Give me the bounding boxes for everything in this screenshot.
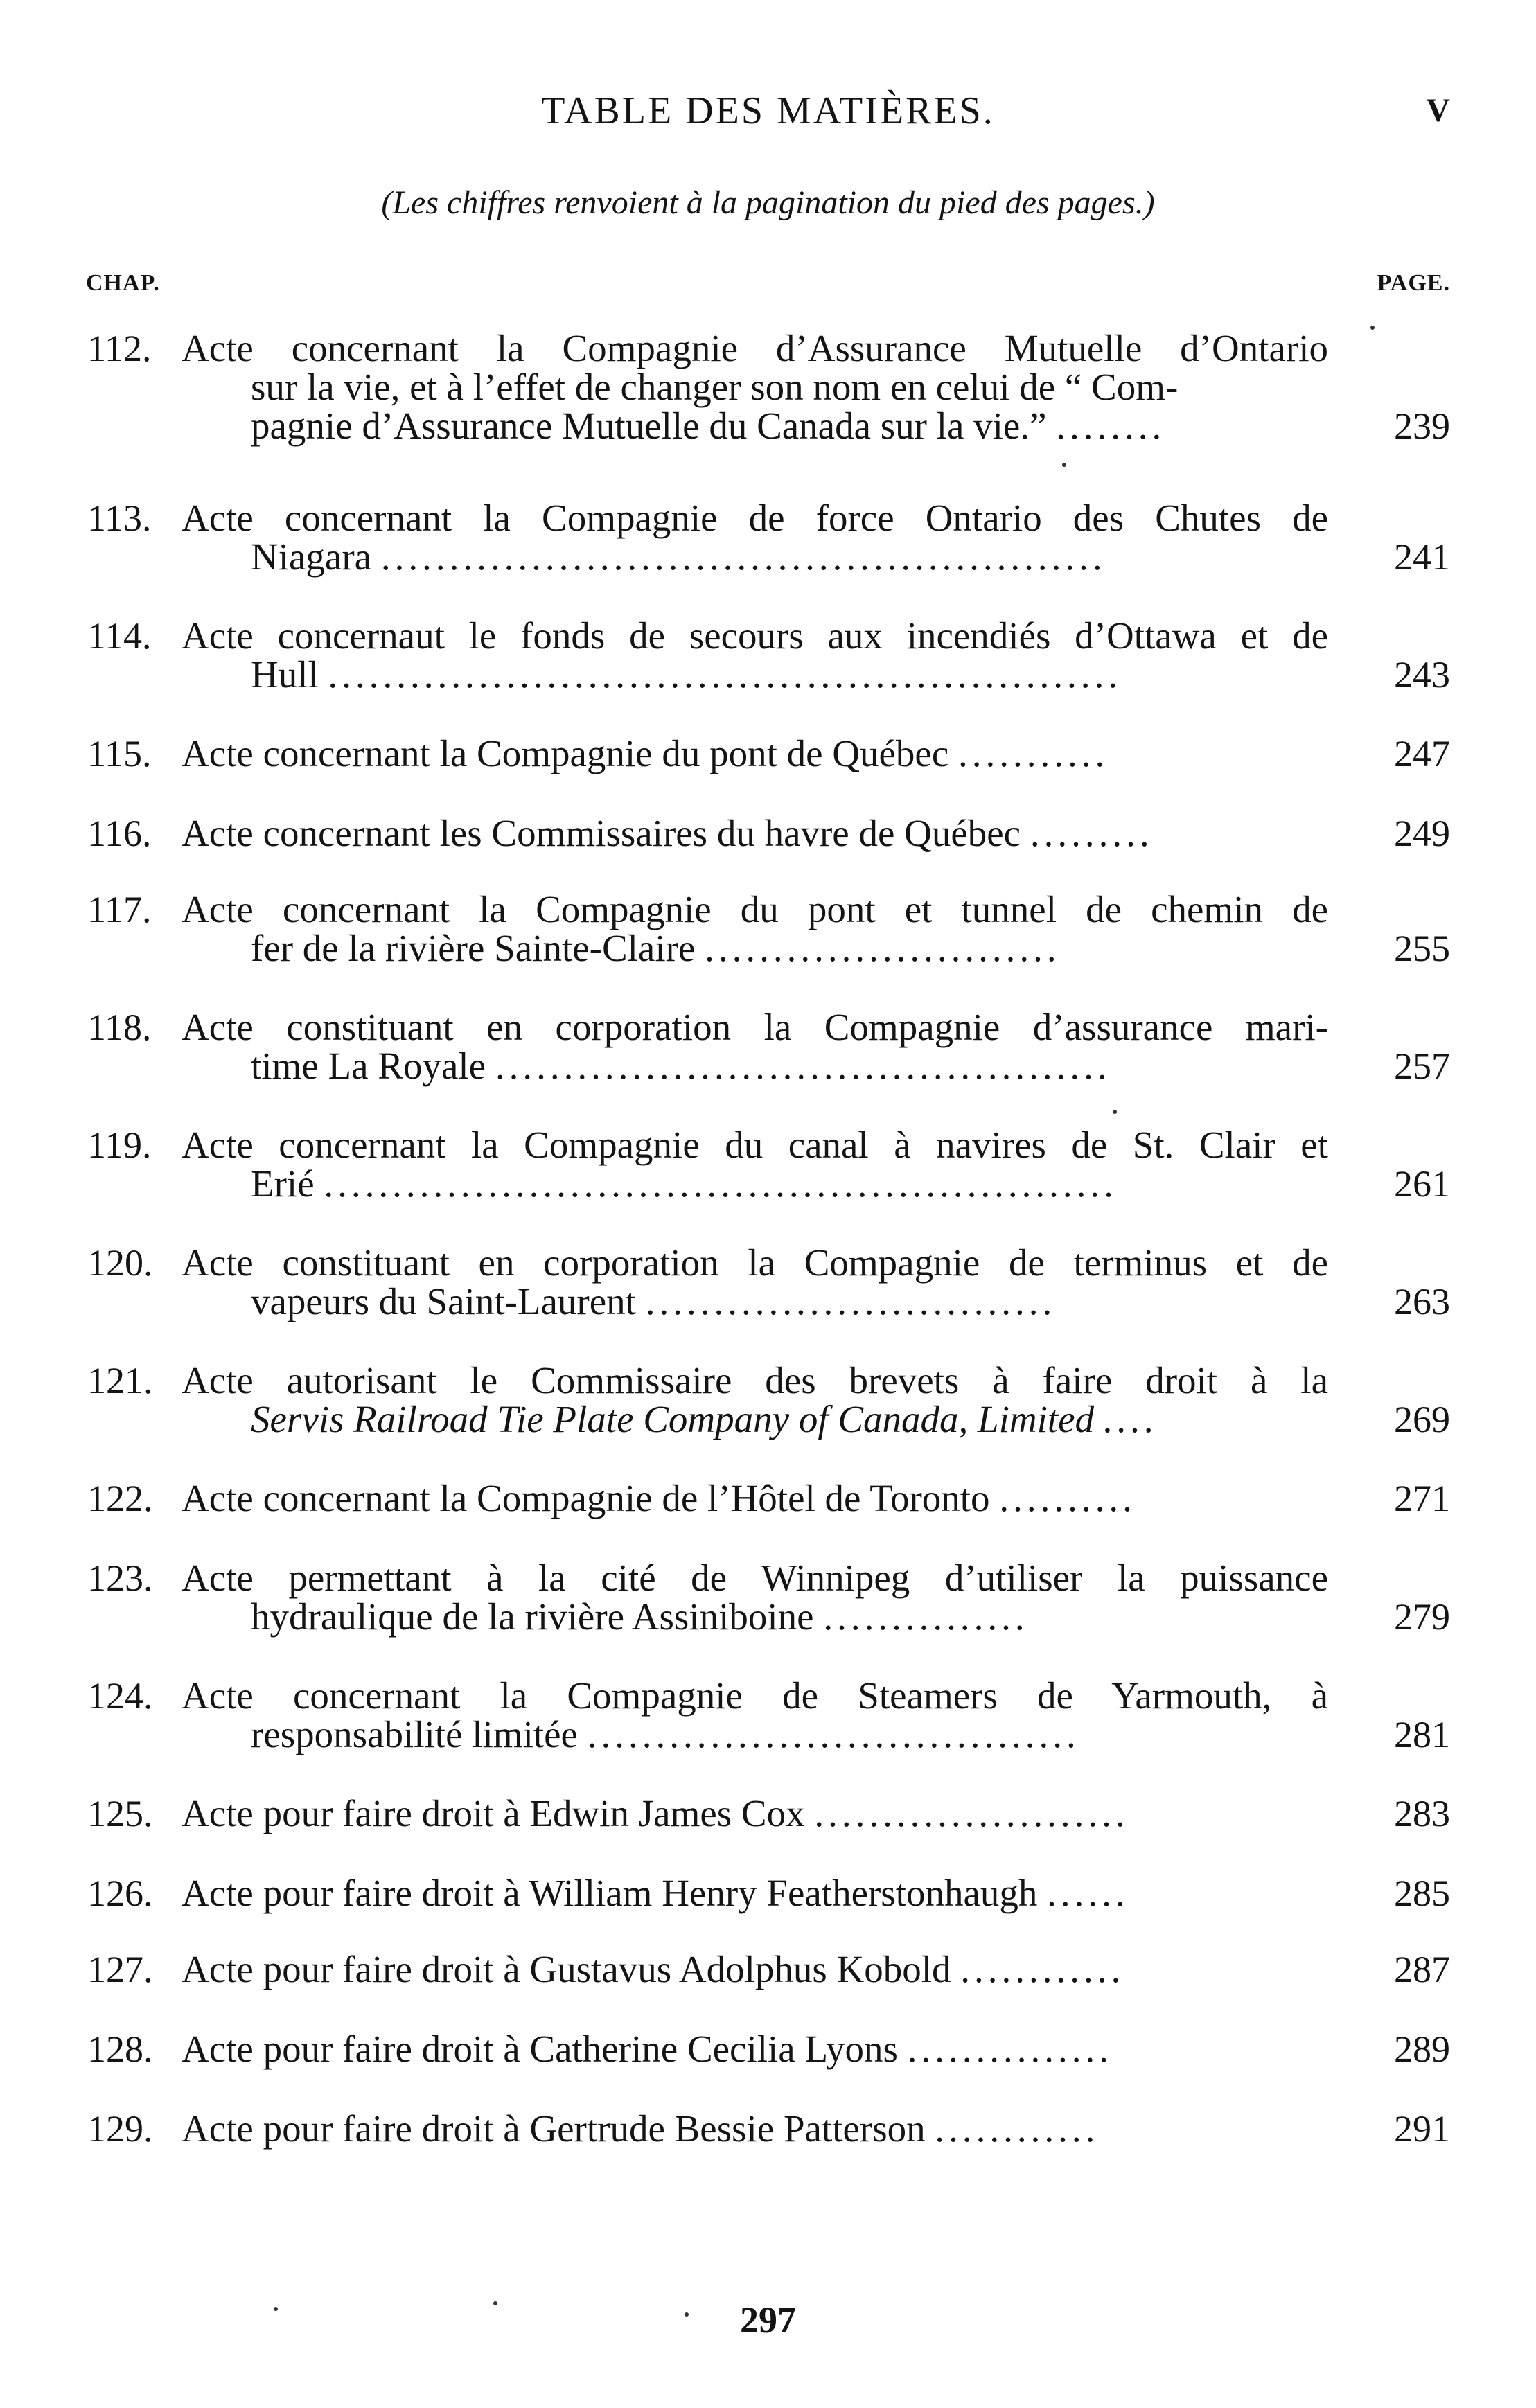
print-speck bbox=[1370, 326, 1375, 330]
entry-title bbox=[182, 499, 1328, 576]
print-speck bbox=[685, 2312, 689, 2317]
entry-title bbox=[182, 1676, 1328, 1754]
dot-leader: ......... bbox=[1030, 812, 1154, 854]
entry-title bbox=[182, 1008, 1328, 1086]
pagination-note: (Les chiffres renvoient à la pagination du pied des pages.) bbox=[381, 184, 1155, 221]
print-speck bbox=[493, 2301, 497, 2305]
entry-title bbox=[182, 329, 1328, 445]
dot-leader: ..................................................... bbox=[380, 535, 1106, 578]
page-reference: 247 bbox=[1394, 733, 1450, 774]
entry-title-line: Acte concernant la Compagnie de l’Hôtel de Toronto .......... bbox=[182, 1477, 1136, 1519]
entry-title bbox=[182, 814, 1328, 853]
entry-title-line: Acte concernant la Compagnie de Steamers de Yarmouth, à bbox=[182, 1674, 1328, 1717]
print-speck bbox=[1113, 1110, 1117, 1114]
dot-leader: .......................................................... bbox=[324, 1162, 1118, 1205]
chapter-number: 121. bbox=[87, 1360, 153, 1401]
entry-title-line: Acte constituant en corporation la Compagnie de terminus et de bbox=[182, 1241, 1328, 1284]
chapter-number: 119. bbox=[87, 1124, 152, 1166]
print-speck bbox=[1062, 463, 1066, 467]
roman-page-number: V bbox=[1426, 92, 1450, 129]
dot-leader: ........... bbox=[957, 732, 1109, 774]
entry-title-line: Acte pour faire droit à Gertrude Bessie Patterson ............ bbox=[182, 2107, 1100, 2150]
dot-leader: ........ bbox=[1056, 405, 1166, 447]
entry-title bbox=[182, 1950, 1328, 1989]
entry-title-line: pagnie d’Assurance Mutuelle du Canada sur la vie.” ........ bbox=[251, 405, 1166, 447]
column-header-page: PAGE. bbox=[1377, 270, 1450, 296]
entry-title-line: Acte pour faire droit à William Henry Featherstonhaugh ...... bbox=[182, 1872, 1129, 1914]
entry-title-line: Erié .......................................................... bbox=[251, 1162, 1118, 1205]
entry-title-line: Niagara ..................................................... bbox=[251, 535, 1106, 578]
entry-title-line: Acte pour faire droit à Edwin James Cox ....................... bbox=[182, 1792, 1129, 1834]
page-title: TABLE DES MATIÈRES. bbox=[541, 89, 995, 132]
entry-title-line: responsabilité limitée .................................... bbox=[251, 1713, 1080, 1755]
entry-title-line: fer de la rivière Sainte-Claire .......................... bbox=[251, 927, 1061, 969]
page-reference: 283 bbox=[1394, 1793, 1450, 1834]
dot-leader: ............... bbox=[823, 1595, 1029, 1638]
entry-title-line: Hull .......................................................... bbox=[251, 653, 1122, 696]
page-reference: 279 bbox=[1394, 1596, 1450, 1638]
page-reference: 263 bbox=[1394, 1281, 1450, 1322]
chapter-number: 120. bbox=[87, 1242, 153, 1284]
dot-leader: ....................... bbox=[814, 1792, 1129, 1834]
page-reference: 255 bbox=[1394, 928, 1450, 969]
dot-leader: ............... bbox=[907, 2028, 1113, 2070]
page-reference: 241 bbox=[1394, 536, 1450, 578]
chapter-number: 113. bbox=[87, 497, 152, 539]
entry-title-line: Acte pour faire droit à Catherine Cecilia Lyons ............... bbox=[182, 2028, 1113, 2070]
page-reference: 287 bbox=[1394, 1949, 1450, 1990]
entry-title-line: Acte constituant en corporation la Compagnie d’assurance mari- bbox=[182, 1006, 1328, 1048]
dot-leader: .......... bbox=[999, 1477, 1136, 1519]
chapter-number: 123. bbox=[87, 1557, 153, 1599]
chapter-number: 128. bbox=[87, 2028, 153, 2070]
entry-title bbox=[182, 1361, 1328, 1439]
chapter-number: 117. bbox=[87, 889, 152, 930]
chapter-number: 129. bbox=[87, 2108, 153, 2150]
chapter-number: 122. bbox=[87, 1478, 153, 1519]
dot-leader: ...... bbox=[1047, 1872, 1129, 1914]
column-header-chap: CHAP. bbox=[86, 270, 160, 296]
print-speck bbox=[274, 2307, 278, 2311]
entry-title-line: Acte concernant les Commissaires du havre de Québec ......... bbox=[182, 812, 1154, 854]
entry-title bbox=[182, 890, 1328, 968]
dot-leader: .............................. bbox=[645, 1280, 1057, 1322]
entry-title-line: Acte pour faire droit à Gustavus Adolphus Kobold ............ bbox=[182, 1948, 1125, 1990]
page-reference: 289 bbox=[1394, 2028, 1450, 2070]
chapter-number: 114. bbox=[87, 615, 152, 657]
page-reference: 239 bbox=[1394, 405, 1450, 447]
entry-title-line: Acte concernant la Compagnie d’Assurance Mutuelle d’Ontario bbox=[182, 327, 1328, 369]
entry-title-line: sur la vie, et à l’effet de changer son nom en celui de “ Com- bbox=[251, 366, 1179, 408]
entry-title-line: hydraulique de la rivière Assiniboine ............... bbox=[251, 1595, 1029, 1638]
page-reference: 249 bbox=[1394, 813, 1450, 854]
entry-title bbox=[182, 1479, 1328, 1518]
entry-title-line: vapeurs du Saint-Laurent .............................. bbox=[251, 1280, 1057, 1322]
chapter-number: 112. bbox=[87, 328, 152, 369]
entry-title-line: time La Royale ............................................. bbox=[251, 1045, 1111, 1087]
entry-title-line: Acte concernant la Compagnie du pont de Québec ........... bbox=[182, 732, 1109, 774]
page-reference: 261 bbox=[1394, 1163, 1450, 1205]
entry-title bbox=[182, 614, 1328, 696]
chapter-number: 115. bbox=[87, 733, 152, 774]
chapter-number: 127. bbox=[87, 1949, 153, 1990]
dot-leader: ............................................. bbox=[495, 1045, 1111, 1087]
dot-leader: .......................... bbox=[705, 927, 1061, 969]
entry-title-line: Acte concernaut le fonds de secours aux incendiés d’Ottawa et de bbox=[182, 614, 1328, 657]
entry-title bbox=[182, 1559, 1328, 1636]
entry-title bbox=[182, 2109, 1328, 2148]
page-reference: 243 bbox=[1394, 654, 1450, 696]
entry-title bbox=[182, 1794, 1328, 1833]
footer-page-number: 297 bbox=[740, 2299, 796, 2341]
page-reference: 291 bbox=[1394, 2108, 1450, 2150]
entry-title bbox=[182, 2030, 1328, 2069]
page-reference: 281 bbox=[1394, 1714, 1450, 1755]
page-reference: 269 bbox=[1394, 1399, 1450, 1440]
chapter-number: 125. bbox=[87, 1793, 153, 1834]
chapter-number: 118. bbox=[87, 1007, 152, 1048]
dot-leader: ............ bbox=[935, 2107, 1100, 2150]
dot-leader: .... bbox=[1103, 1398, 1158, 1440]
entry-title-line: Acte concernant la Compagnie du canal à navires de St. Clair et bbox=[182, 1124, 1328, 1166]
entry-title-line: Acte concernant la Compagnie de force Ontario des Chutes de bbox=[182, 497, 1328, 539]
chapter-number: 126. bbox=[87, 1873, 153, 1914]
page-reference: 271 bbox=[1394, 1478, 1450, 1519]
page-reference: 257 bbox=[1394, 1045, 1450, 1087]
entry-title bbox=[182, 1126, 1328, 1203]
entry-title bbox=[182, 1874, 1328, 1913]
page-reference: 285 bbox=[1394, 1873, 1450, 1914]
entry-title bbox=[182, 1243, 1328, 1321]
chapter-number: 124. bbox=[87, 1675, 153, 1717]
dot-leader: ............ bbox=[960, 1948, 1125, 1990]
dot-leader: .................................... bbox=[587, 1713, 1080, 1755]
entry-title-line: Acte concernant la Compagnie du pont et tunnel de chemin de bbox=[182, 888, 1328, 930]
chapter-number: 116. bbox=[87, 813, 152, 854]
entry-title-line: Acte permettant à la cité de Winnipeg d’utiliser la puissance bbox=[182, 1557, 1328, 1599]
entry-title bbox=[182, 734, 1328, 773]
dot-leader: .......................................................... bbox=[328, 653, 1122, 696]
entry-title-line: Acte autorisant le Commissaire des brevets à faire droit à la bbox=[182, 1359, 1328, 1401]
entry-title-line: Servis Railroad Tie Plate Company of Canada, Limited .... bbox=[251, 1398, 1158, 1440]
